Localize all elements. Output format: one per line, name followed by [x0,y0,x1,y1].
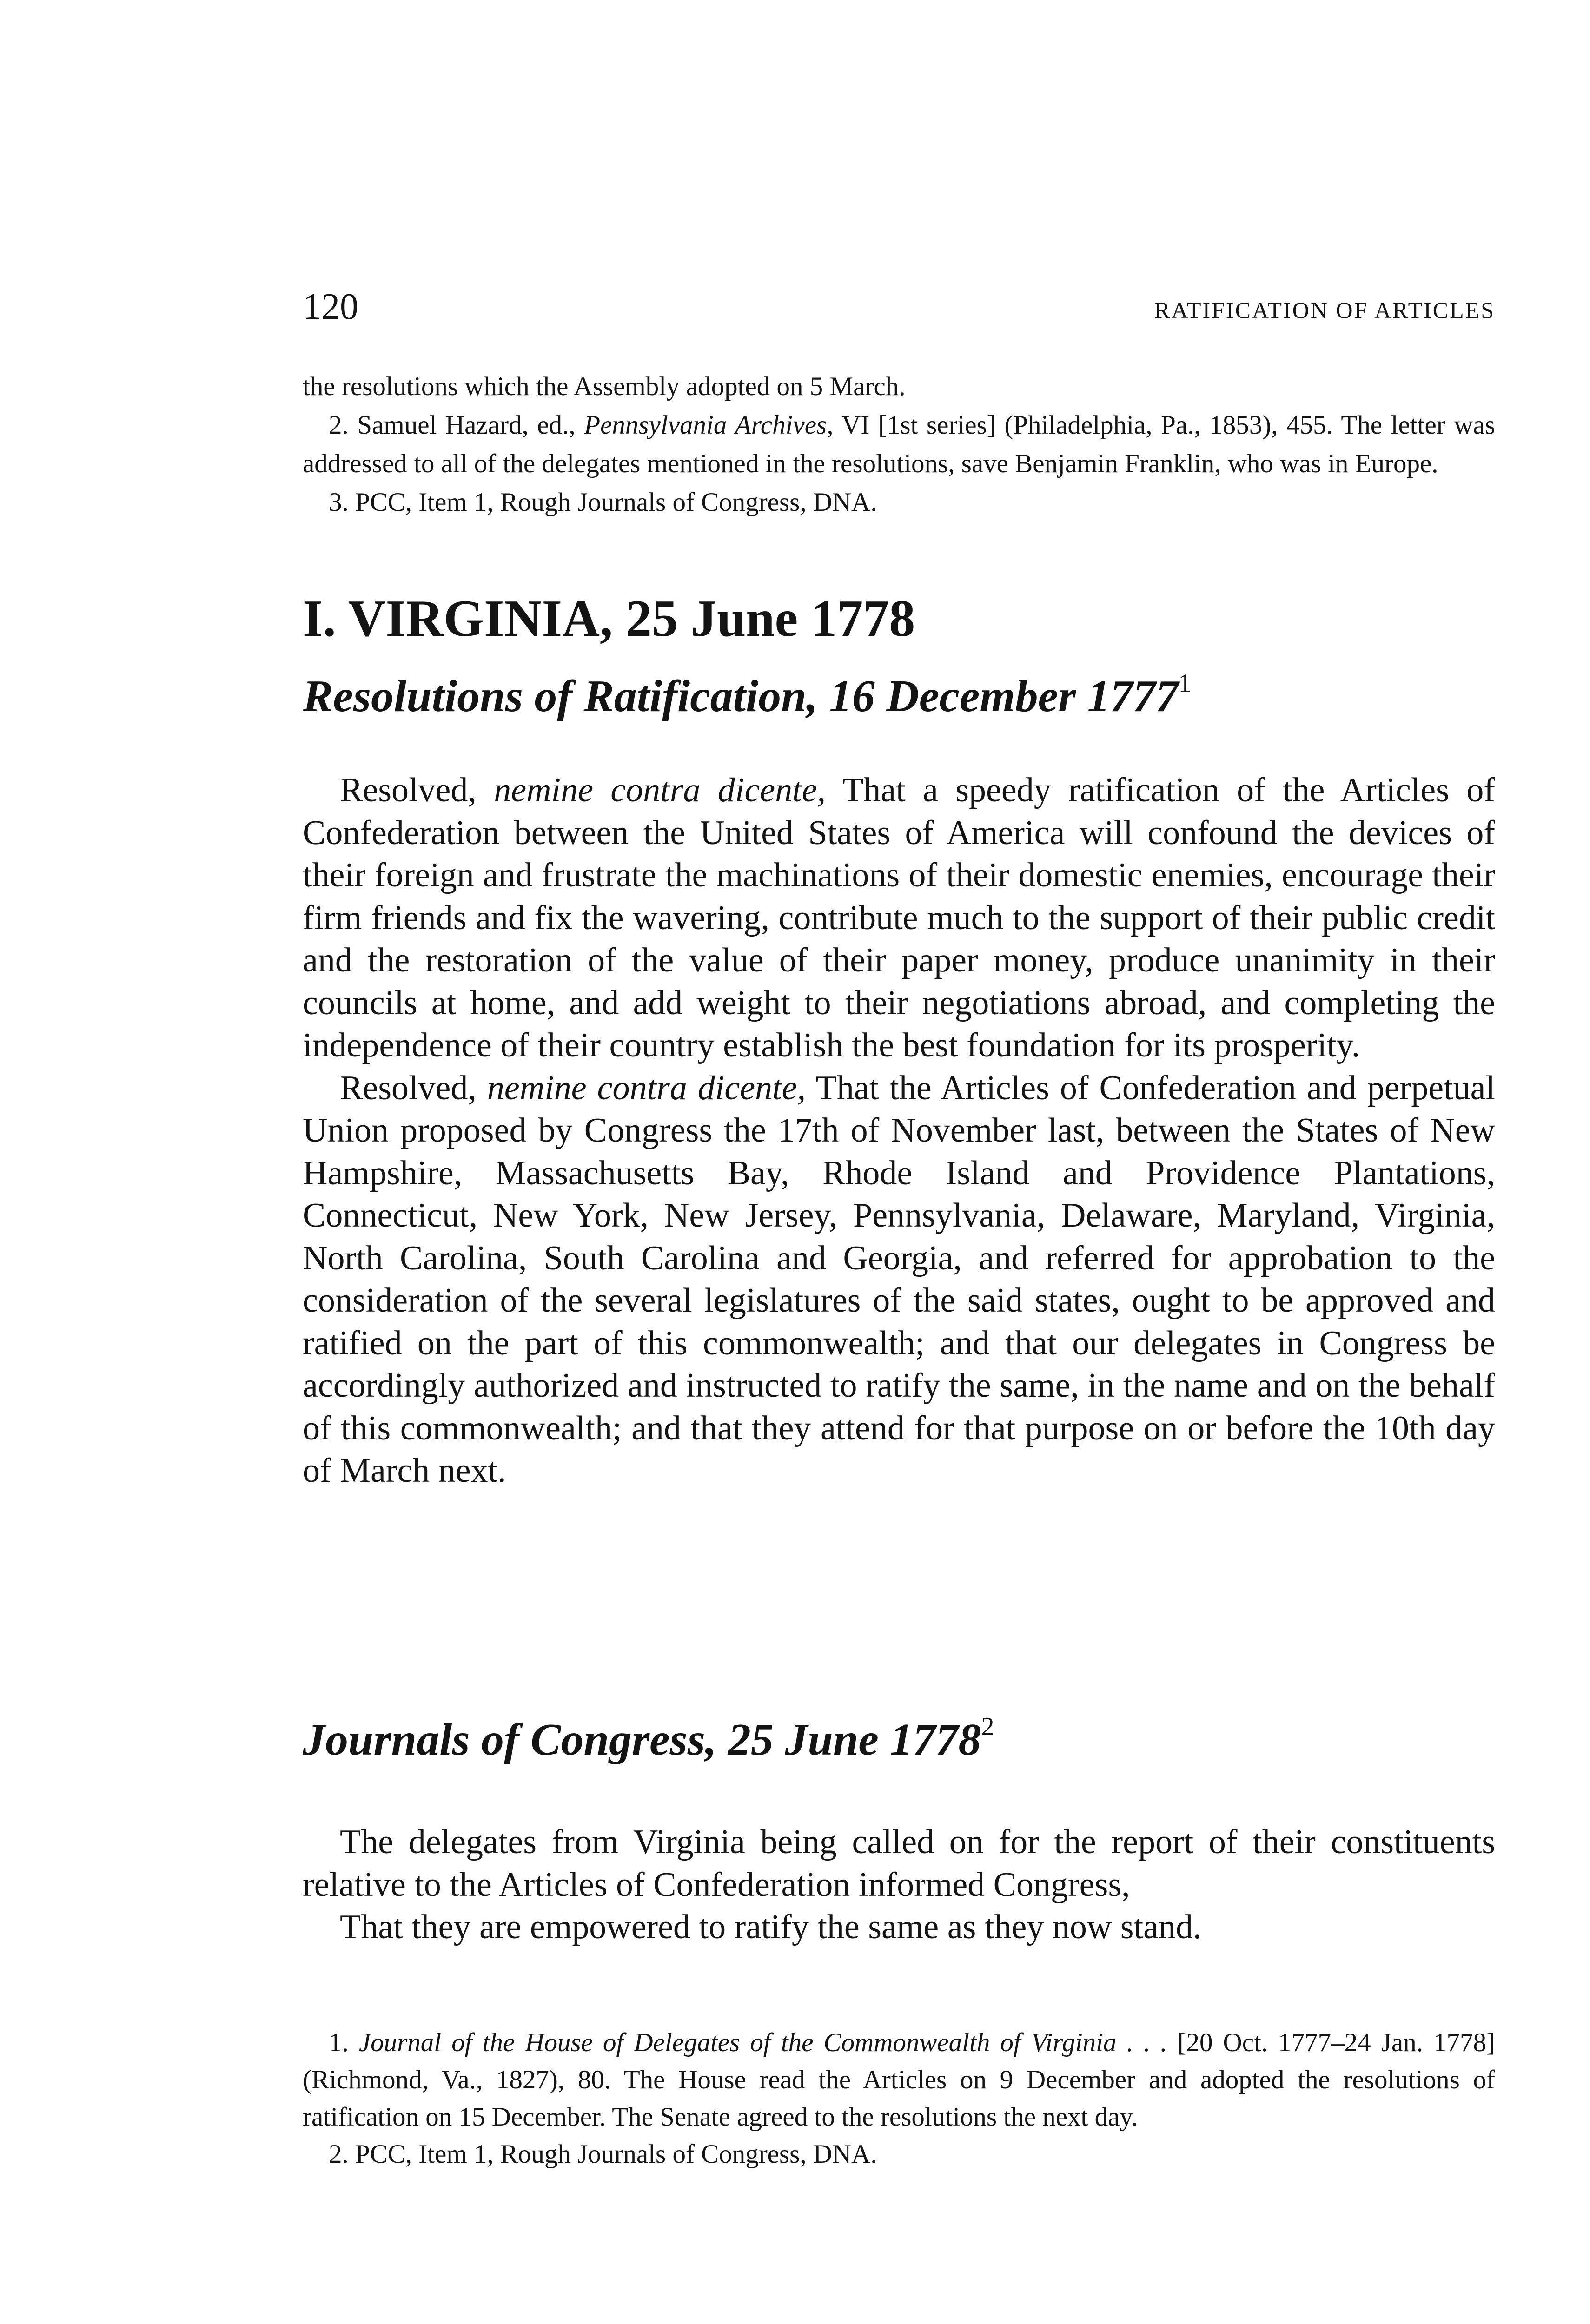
footnote-1: 1. Journal of the House of Delegates of the Commonwealth of Virginia . . . [20 Oct. 1777–24 Jan. 1778] (Richmond, Va., 1827), 80. The House read the Articles on 9 December and adopted the resolutions of ratification on 15 December. The Senate agreed to the resolutions the next day. [303,2028,1496,2132]
resolutions-body [303,769,1495,1492]
journal-paragraph: That they are empowered to ratify the same as they now stand. [340,1908,1202,1946]
running-title: RATIFICATION OF ARTICLES [1154,297,1495,323]
footnote-continuation: the resolutions which the Assembly adopted on 5 March. [303,372,906,401]
footnote-2: 2. Samuel Hazard, ed., Pennsylvania Archives, VI [1st series] (Philadelphia, Pa., 1853), 455. The letter was addressed to all of the delegates mentioned in the resolutions, save Benjamin Franklin, who was in Europe. [303,410,1496,478]
note-reference: 2 [981,1712,994,1741]
running-head [303,274,1495,325]
journal-paragraph: The delegates from Virginia being called on for the report of their constituents relative to the Articles of Confederation informed Congress, [303,1823,1495,1904]
footnote-3: 3. PCC, Item 1, Rough Journals of Congress, DNA. [329,488,877,517]
carried-over-footnotes [303,367,1495,522]
journals-body [303,1821,1495,1949]
section-heading: I. VIRGINIA, 25 June 1778 [303,590,915,647]
document-title-journals: Journals of Congress, 25 June 1778$^2$ [303,1712,994,1765]
resolution-paragraph: Resolved, nemine contra dicente, That the Articles of Confederation and perpetual Union proposed by Congress the 17th of November last, between the States of New Hampshire, Massachusetts Bay, Rhode Island and Providence Plantations, Connecticut, New York, New Jersey, Pennsylvania, Delaware, Maryland, Virginia, North Carolina, South Carolina and Georgia, and referred for approbation to the consideration of the several legislatures of the said states, ought to be approved and ratified on the part of this commonwealth; and that our delegates in Congress be accordingly authorized and instructed to ratify the same, in the name and on the behalf of this commonwealth; and that they attend for that purpose on or before the 10th day of March next. [303,1069,1496,1490]
resolution-paragraph: Resolved, nemine contra dicente, That a speedy ratification of the Articles of Confederation between the United States of America will confound the devices of their foreign and frustrate the machinations of their domestic enemies, encourage their firm friends and fix the wavering, contribute much to the support of their public credit and the restoration of the value of their paper money, produce unanimity in their councils at home, and add weight to their negotiations abroad, and completing the independence of their country establish the best foundation for its prosperity. [303,771,1496,1064]
note-reference: 1 [1178,669,1192,698]
page-number: 120 [303,286,358,327]
page-footnotes [303,2024,1495,2173]
document-title-resolutions: Resolutions of Ratification, 16 December 1777$^1$ [303,669,1192,721]
footnote-2: 2. PCC, Item 1, Rough Journals of Congress, DNA. [329,2139,877,2169]
